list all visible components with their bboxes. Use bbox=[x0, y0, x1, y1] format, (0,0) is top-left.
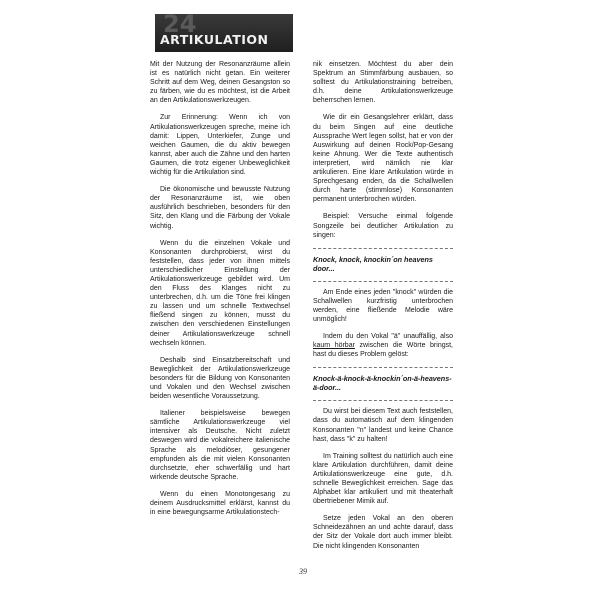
divider bbox=[313, 281, 453, 282]
underlined-text: kaum hörbar bbox=[313, 342, 355, 350]
example-lyric: Knock, knock, knockin´on heavens door... bbox=[313, 254, 433, 273]
paragraph: Zur Erinnerung: Wenn ich von Artikulationswerkzeugen spreche, meine ich damit: Lippen, Unterkiefer, Zunge und weichen Gaumen, die du aktiv bewegen kannst, aber auch die Zähne und den harten Gaumen, die trotz eigener Unbeweglichkeit wichtig für die Artikulation sind. bbox=[150, 114, 290, 177]
right-column bbox=[313, 60, 453, 559]
left-column bbox=[150, 60, 290, 525]
paragraph: Beispiel: Versuche einmal folgende Songzeile bei deutlicher Artikulation zu singen: bbox=[313, 213, 453, 239]
chapter-header bbox=[155, 14, 293, 52]
paragraph: Deshalb sind Einsatzbereitschaft und Beweglichkeit der Artikulationswerkzeuge besonders für die Bildung von Konsonanten und Vokalen und den Wechsel zwischen beiden wesentliche Voraussetzung. bbox=[150, 356, 290, 401]
paragraph: Wenn du einen Monotongesang zu deinem Ausdrucksmittel erklärst, kannst du in eine bewegungsarme Artikulationstech- bbox=[150, 490, 290, 517]
paragraph: Du wirst bei diesem Text auch feststellen, dass du automatisch auf dem klingenden Konsonanten "n" landest und keine Chance hast, dass "k" zu halten! bbox=[313, 408, 453, 443]
chapter-title: ARTIKULATION bbox=[160, 32, 269, 47]
paragraph: Italiener beispielsweise bewegen sämtliche Artikulationswerkzeuge viel intensiver als Deutsche. Nicht zuletzt deswegen wird die vokalreichere italienische Sprache als melodiöser, gesungener empfunden als die mit vielen Konsonanten durchsetzte, eher schwerfällig und hart wirkende deutsche Sprache. bbox=[150, 410, 290, 481]
paragraph: Die ökonomische und bewusste Nutzung der Resonanzräume ist, wie oben ausführlich beschrieben, besonders für den Sitz, den Klang und die Färbung der Vokale wichtig. bbox=[150, 186, 290, 230]
paragraph bbox=[313, 332, 453, 359]
example-lyric: Knock-ä-knock-ä-knockin´on-ä-heavens-ä-door... bbox=[313, 374, 452, 393]
paragraph: Wenn du die einzelnen Vokale und Konsonanten durchprobierst, wirst du feststellen, dass jeder von ihnen mittels unterschiedlicher Einstellung der Artikulationswerkzeuge gebildet wird. Um den Fluss des Klanges nicht zu unterbrechen, d.h. um die Töne frei klingen zu lassen und um schnelle Textwechsel fließend singen zu können, musst du zwischen den verschiedenen Einstellungen deiner Artikulationswerkzeuge schnell wechseln können. bbox=[150, 239, 290, 347]
paragraph: Im Training solltest du natürlich auch eine klare Artikulation durchführen, damit deine Artikulationswerkzeuge eine gute, d.h. schnelle Beweglichkeit erreichen. Sage das Alphabet klar artikuliert und mit theaterhaft übertriebener Mimik auf. bbox=[313, 452, 453, 506]
paragraph: Mit der Nutzung der Resonanzräume allein ist es natürlich nicht getan. Ein weiterer Schritt auf dem Weg, deinen Gesangston so zu färben, wie du es möchtest, ist die Arbeit an den Artikulationswerkzeugen. bbox=[150, 61, 290, 105]
paragraph: nik einsetzen. Möchtest du aber dein Spektrum an Stimmfärbung ausbauen, so solltest du Artikulationstraining betreiben, d.h. deine Artikulationswerkzeuge beherrschen lernen. bbox=[313, 61, 453, 105]
text-run: zwischen die Wörte bringst, hast du dieses Problem gelöst: bbox=[313, 342, 453, 359]
paragraph: Am Ende eines jeden "knock" würden die Schallwellen kurzfristig unterbrochen werden, eine fließende Melodie wäre unmöglich! bbox=[313, 288, 453, 323]
divider bbox=[313, 400, 453, 401]
divider bbox=[313, 248, 453, 249]
text-run: Indem du den Vokal "ä" unauffällig, also bbox=[323, 333, 453, 341]
paragraph: Setze jeden Vokal an den oberen Schneidezähnen an und achte darauf, dass der Sitz der Vokale dort auch immer bleibt. Die nicht klingenden Konsonanten bbox=[313, 515, 453, 550]
chapter-number: 24 bbox=[163, 14, 197, 38]
divider bbox=[313, 367, 453, 368]
paragraph: Wie dir ein Gesangslehrer erklärt, dass du beim Singen auf eine deutliche Aussprache Wert legen sollst, hat er von der Auswirkung auf deinen Rock/Pop-Gesang keine Ahnung. Wer die Texte authentisch interpretiert, wird nämlich nie klar artikulieren. Eine klare Artikulation würde in Sprechgesang enden, da die Schallwellen durch harte (stimmlose) Konsonanten permanent unterbrochen würden. bbox=[313, 114, 453, 204]
page-number: 39 bbox=[299, 567, 307, 576]
